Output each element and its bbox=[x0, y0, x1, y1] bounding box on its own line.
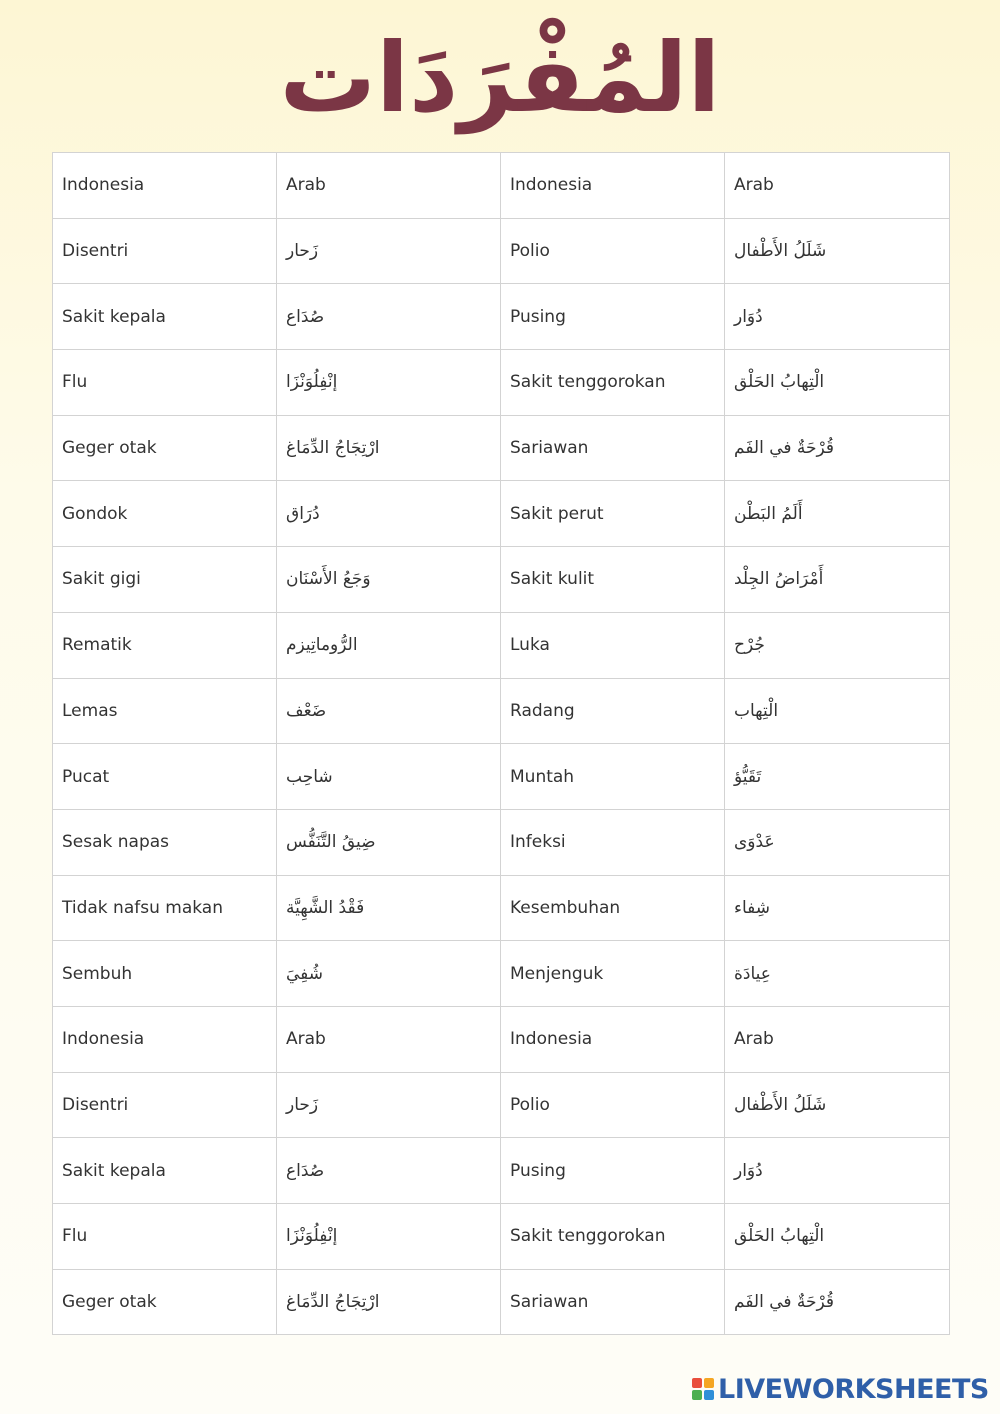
table-row bbox=[53, 1006, 950, 1072]
indonesian-cell: Sakit kepala bbox=[53, 1138, 277, 1204]
table-row bbox=[53, 1138, 950, 1204]
indonesian-cell: Geger otak bbox=[53, 415, 277, 481]
indonesian-cell: Indonesia bbox=[501, 1006, 725, 1072]
vocabulary-table-body bbox=[53, 153, 950, 1335]
arabic-cell: ضَعْف bbox=[277, 678, 501, 744]
arabic-cell: دُرَاق bbox=[277, 481, 501, 547]
arabic-cell: شَلَلُ الأَطْفال bbox=[725, 1072, 950, 1138]
arabic-cell: شَلَلُ الأَطْفال bbox=[725, 218, 950, 284]
arabic-cell: دُوَار bbox=[725, 1138, 950, 1204]
table-row bbox=[53, 1204, 950, 1270]
indonesian-cell: Pusing bbox=[501, 284, 725, 350]
indonesian-cell: Flu bbox=[53, 350, 277, 416]
table-row bbox=[53, 153, 950, 219]
indonesian-cell: Indonesia bbox=[501, 153, 725, 219]
arabic-cell: Arab bbox=[277, 1006, 501, 1072]
logo-square-4 bbox=[704, 1390, 714, 1400]
indonesian-cell: Disentri bbox=[53, 218, 277, 284]
arabic-cell: زَحار bbox=[277, 1072, 501, 1138]
arabic-cell: شُفِيَ bbox=[277, 941, 501, 1007]
arabic-cell: قُرْحَةٌ في الفَم bbox=[725, 415, 950, 481]
logo-square-3 bbox=[692, 1390, 702, 1400]
indonesian-cell: Sakit tenggorokan bbox=[501, 350, 725, 416]
indonesian-cell: Flu bbox=[53, 1204, 277, 1270]
indonesian-cell: Luka bbox=[501, 612, 725, 678]
arabic-cell: صُدَاع bbox=[277, 1138, 501, 1204]
arabic-cell: تَقَيُّؤ bbox=[725, 744, 950, 810]
indonesian-cell: Sariawan bbox=[501, 415, 725, 481]
indonesian-cell: Pusing bbox=[501, 1138, 725, 1204]
table-row bbox=[53, 1072, 950, 1138]
logo-grid-icon bbox=[692, 1378, 714, 1400]
arabic-cell: وَجَعُ الأَسْنَان bbox=[277, 547, 501, 613]
arabic-cell: Arab bbox=[277, 153, 501, 219]
page-title: المُفْرَدَات bbox=[279, 22, 721, 134]
indonesian-cell: Sakit kepala bbox=[53, 284, 277, 350]
arabic-cell: دُوَار bbox=[725, 284, 950, 350]
indonesian-cell: Menjenguk bbox=[501, 941, 725, 1007]
indonesian-cell: Tidak nafsu makan bbox=[53, 875, 277, 941]
indonesian-cell: Sembuh bbox=[53, 941, 277, 1007]
arabic-cell: الرُّوماتِيزم bbox=[277, 612, 501, 678]
indonesian-cell: Sesak napas bbox=[53, 809, 277, 875]
arabic-cell: صُدَاع bbox=[277, 284, 501, 350]
indonesian-cell: Sakit gigi bbox=[53, 547, 277, 613]
indonesian-cell: Sakit perut bbox=[501, 481, 725, 547]
indonesian-cell: Polio bbox=[501, 1072, 725, 1138]
indonesian-cell: Indonesia bbox=[53, 153, 277, 219]
arabic-cell: جُرْح bbox=[725, 612, 950, 678]
table-row bbox=[53, 875, 950, 941]
arabic-cell: الْتِهابُ الحَلْق bbox=[725, 350, 950, 416]
indonesian-cell: Disentri bbox=[53, 1072, 277, 1138]
arabic-cell: فَقْدُ الشَّهِيَّة bbox=[277, 875, 501, 941]
indonesian-cell: Kesembuhan bbox=[501, 875, 725, 941]
indonesian-cell: Radang bbox=[501, 678, 725, 744]
table-row bbox=[53, 809, 950, 875]
logo-square-1 bbox=[692, 1378, 702, 1388]
indonesian-cell: Sakit tenggorokan bbox=[501, 1204, 725, 1270]
arabic-cell: زَحار bbox=[277, 218, 501, 284]
arabic-cell: أَمْرَاضُ الجِلْد bbox=[725, 547, 950, 613]
liveworksheets-logo bbox=[692, 1374, 989, 1404]
indonesian-cell: Indonesia bbox=[53, 1006, 277, 1072]
arabic-cell: Arab bbox=[725, 1006, 950, 1072]
table-row bbox=[53, 612, 950, 678]
table-row bbox=[53, 415, 950, 481]
table-row bbox=[53, 218, 950, 284]
arabic-cell: أَلَمُ البَطْن bbox=[725, 481, 950, 547]
table-row bbox=[53, 678, 950, 744]
table-row bbox=[53, 284, 950, 350]
arabic-cell: ارْتِجَاجُ الدِّمَاغ bbox=[277, 415, 501, 481]
arabic-cell: Arab bbox=[725, 153, 950, 219]
logo-square-2 bbox=[704, 1378, 714, 1388]
table-row bbox=[53, 1269, 950, 1335]
indonesian-cell: Muntah bbox=[501, 744, 725, 810]
table-row bbox=[53, 481, 950, 547]
indonesian-cell: Geger otak bbox=[53, 1269, 277, 1335]
indonesian-cell: Pucat bbox=[53, 744, 277, 810]
vocabulary-table bbox=[52, 152, 950, 1335]
arabic-cell: إنْفِلُوَنْزَا bbox=[277, 350, 501, 416]
arabic-cell: الْتِهاب bbox=[725, 678, 950, 744]
arabic-cell: إنْفِلُوَنْزَا bbox=[277, 1204, 501, 1270]
arabic-cell: ضِيقُ التَّنَفُّس bbox=[277, 809, 501, 875]
arabic-cell: ارْتِجَاجُ الدِّمَاغ bbox=[277, 1269, 501, 1335]
table-row bbox=[53, 547, 950, 613]
arabic-cell: قُرْحَةٌ في الفَم bbox=[725, 1269, 950, 1335]
arabic-cell: عِيادَة bbox=[725, 941, 950, 1007]
arabic-cell: شِفاء bbox=[725, 875, 950, 941]
arabic-cell: الْتِهابُ الحَلْق bbox=[725, 1204, 950, 1270]
logo-text: LIVEWORKSHEETS bbox=[718, 1373, 989, 1405]
arabic-cell: عَدْوَى bbox=[725, 809, 950, 875]
indonesian-cell: Sariawan bbox=[501, 1269, 725, 1335]
table-row bbox=[53, 941, 950, 1007]
indonesian-cell: Rematik bbox=[53, 612, 277, 678]
indonesian-cell: Gondok bbox=[53, 481, 277, 547]
indonesian-cell: Infeksi bbox=[501, 809, 725, 875]
table-row bbox=[53, 744, 950, 810]
indonesian-cell: Sakit kulit bbox=[501, 547, 725, 613]
table-row bbox=[53, 350, 950, 416]
indonesian-cell: Lemas bbox=[53, 678, 277, 744]
arabic-cell: شاحِب bbox=[277, 744, 501, 810]
indonesian-cell: Polio bbox=[501, 218, 725, 284]
